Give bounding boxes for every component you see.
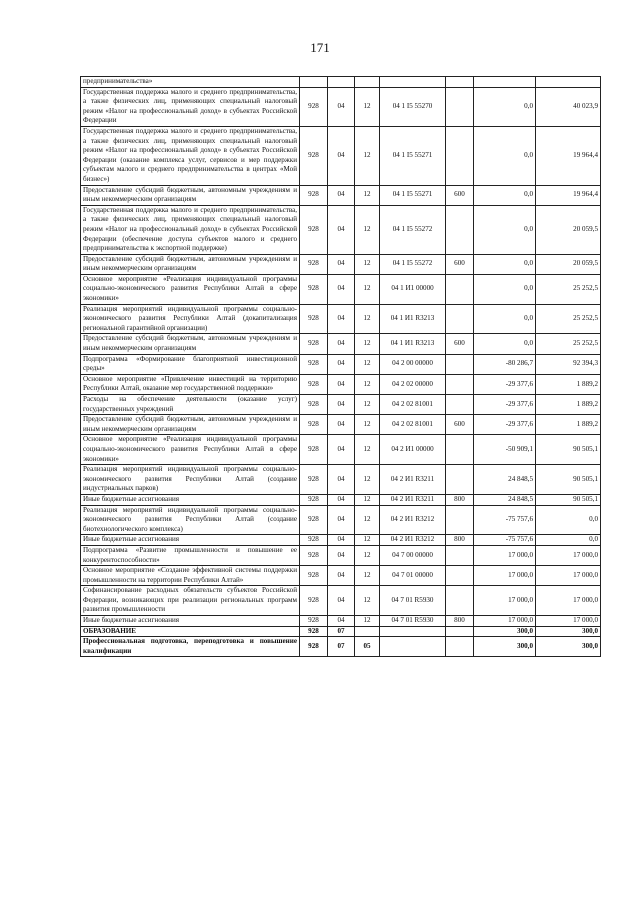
subsection-code: 12 — [355, 586, 380, 616]
admin-code: 928 — [300, 465, 328, 495]
budget-table — [80, 76, 601, 657]
expense-type-code — [446, 395, 474, 415]
subsection-code: 12 — [355, 566, 380, 586]
target-article-code: 04 2 И1 R3211 — [380, 494, 446, 505]
total-amount: 20 059,5 — [536, 254, 601, 274]
subsection-code: 12 — [355, 205, 380, 254]
expense-type-code — [446, 435, 474, 465]
admin-code: 928 — [300, 185, 328, 205]
section-code: 04 — [328, 304, 355, 334]
total-amount: 90 505,1 — [536, 494, 601, 505]
target-article-code: 04 2 02 81001 — [380, 395, 446, 415]
target-article-code: 04 2 И1 R3212 — [380, 505, 446, 535]
section-code: 04 — [328, 465, 355, 495]
expense-type-code — [446, 505, 474, 535]
target-article-code: 04 1 I5 55271 — [380, 126, 446, 185]
subsection-code: 12 — [355, 505, 380, 535]
table-row — [81, 304, 601, 334]
row-name: Предоставление субсидий бюджетным, автономным учреждениям и иным некоммерческим организациям — [81, 334, 300, 354]
section-code — [328, 77, 355, 88]
subsection-code: 12 — [355, 435, 380, 465]
expense-type-code — [446, 87, 474, 126]
section-code: 04 — [328, 616, 355, 627]
table-row — [81, 435, 601, 465]
subsection-code: 12 — [355, 535, 380, 546]
table-row — [81, 545, 601, 565]
admin-code: 928 — [300, 274, 328, 304]
row-name: предпринимательства» — [81, 77, 300, 88]
row-name: Государственная поддержка малого и среднего предпринимательства, а также физических лиц, применяющих специальный налоговый режим «Налог на профессиональный доход» в субъектах Российской Федерации (оказание комплекса услуг, сервисов и мер поддержки субъектам малого и среднего предпринимательства в центрах «Мой бизнес») — [81, 126, 300, 185]
row-name: Основное мероприятие «Реализация индивидуальной программы социально-экономического развития Республики Алтай в сфере экономики» — [81, 274, 300, 304]
admin-code: 928 — [300, 205, 328, 254]
subsection-code: 12 — [355, 274, 380, 304]
target-article-code: 04 2 И1 R3212 — [380, 535, 446, 546]
total-amount: 20 059,5 — [536, 205, 601, 254]
section-code: 04 — [328, 274, 355, 304]
admin-code: 928 — [300, 435, 328, 465]
target-article-code: 04 7 01 R5930 — [380, 616, 446, 627]
subsection-code: 12 — [355, 465, 380, 495]
row-name: Иные бюджетные ассигнования — [81, 616, 300, 627]
page-number: 171 — [310, 40, 330, 55]
expense-type-code — [446, 304, 474, 334]
target-article-code: 04 2 00 00000 — [380, 354, 446, 374]
target-article-code — [380, 626, 446, 637]
total-amount: 300,0 — [536, 637, 601, 657]
change-amount: 0,0 — [474, 334, 536, 354]
table-row — [81, 205, 601, 254]
table-row — [81, 505, 601, 535]
subsection-code: 12 — [355, 334, 380, 354]
expense-type-code — [446, 637, 474, 657]
admin-code: 928 — [300, 334, 328, 354]
change-amount: 24 848,5 — [474, 494, 536, 505]
target-article-code — [380, 637, 446, 657]
change-amount: 0,0 — [474, 185, 536, 205]
expense-type-code — [446, 274, 474, 304]
admin-code: 928 — [300, 535, 328, 546]
total-amount: 90 505,1 — [536, 465, 601, 495]
row-name: Софинансирование расходных обязательств субъектов Российской Федерации, возникающих при реализации региональных программ развития промышленности — [81, 586, 300, 616]
row-name: Государственная поддержка малого и среднего предпринимательства, а также физических лиц, применяющих специальный налоговый режим «Налог на профессиональный доход» в субъектах Российской Федерации (обеспечение доступа субъектов малого и среднего предпринимательства к экспортной поддержке) — [81, 205, 300, 254]
admin-code: 928 — [300, 354, 328, 374]
table-row — [81, 334, 601, 354]
section-code: 04 — [328, 354, 355, 374]
section-code: 04 — [328, 395, 355, 415]
row-name: Расходы на обеспечение деятельности (оказание услуг) государственных учреждений — [81, 395, 300, 415]
target-article-code: 04 1 И1 R3213 — [380, 304, 446, 334]
table-row — [81, 626, 601, 637]
section-code: 04 — [328, 494, 355, 505]
admin-code: 928 — [300, 494, 328, 505]
admin-code: 928 — [300, 395, 328, 415]
subsection-code — [355, 77, 380, 88]
total-amount: 17 000,0 — [536, 616, 601, 627]
subsection-code: 12 — [355, 395, 380, 415]
expense-type-code: 600 — [446, 185, 474, 205]
row-name: Иные бюджетные ассигнования — [81, 535, 300, 546]
subsection-code: 12 — [355, 87, 380, 126]
change-amount: -75 757,6 — [474, 505, 536, 535]
expense-type-code: 600 — [446, 415, 474, 435]
table-row — [81, 566, 601, 586]
section-code: 04 — [328, 205, 355, 254]
total-amount — [536, 77, 601, 88]
total-amount: 0,0 — [536, 505, 601, 535]
row-name: Реализация мероприятий индивидуальной программы социально-экономического развития Республики Алтай (докапитализация региональной гарантийной организации) — [81, 304, 300, 334]
expense-type-code: 600 — [446, 254, 474, 274]
admin-code: 928 — [300, 545, 328, 565]
admin-code: 928 — [300, 126, 328, 185]
subsection-code: 12 — [355, 354, 380, 374]
change-amount: -75 757,6 — [474, 535, 536, 546]
change-amount: 0,0 — [474, 87, 536, 126]
section-code: 04 — [328, 374, 355, 394]
target-article-code: 04 1 I5 55272 — [380, 254, 446, 274]
expense-type-code: 600 — [446, 334, 474, 354]
row-name: Предоставление субсидий бюджетным, автономным учреждениям и иным некоммерческим организациям — [81, 254, 300, 274]
row-name: Предоставление субсидий бюджетным, автономным учреждениям и иным некоммерческим организациям — [81, 185, 300, 205]
total-amount: 17 000,0 — [536, 586, 601, 616]
subsection-code: 12 — [355, 304, 380, 334]
admin-code: 928 — [300, 637, 328, 657]
subsection-code: 12 — [355, 494, 380, 505]
change-amount: 300,0 — [474, 626, 536, 637]
expense-type-code — [446, 205, 474, 254]
total-amount: 300,0 — [536, 626, 601, 637]
admin-code: 928 — [300, 304, 328, 334]
row-name: Предоставление субсидий бюджетным, автономным учреждениям и иным некоммерческим организациям — [81, 415, 300, 435]
target-article-code: 04 2 И1 00000 — [380, 435, 446, 465]
target-article-code: 04 1 I5 55271 — [380, 185, 446, 205]
row-name: Основное мероприятие «Реализация индивидуальной программы социально-экономического развития Республики Алтай в сфере экономики» — [81, 435, 300, 465]
expense-type-code — [446, 374, 474, 394]
table-row — [81, 637, 601, 657]
admin-code: 928 — [300, 586, 328, 616]
expense-type-code: 800 — [446, 535, 474, 546]
section-code: 04 — [328, 254, 355, 274]
change-amount: -29 377,6 — [474, 415, 536, 435]
expense-type-code — [446, 465, 474, 495]
section-code: 04 — [328, 334, 355, 354]
section-code: 04 — [328, 545, 355, 565]
row-name: Основное мероприятие «Привлечение инвестиций на территорию Республики Алтай, оказание мер государственной поддержки» — [81, 374, 300, 394]
admin-code: 928 — [300, 87, 328, 126]
table-row — [81, 616, 601, 627]
total-amount: 92 394,3 — [536, 354, 601, 374]
table-row — [81, 374, 601, 394]
admin-code: 928 — [300, 374, 328, 394]
target-article-code: 04 7 00 00000 — [380, 545, 446, 565]
subsection-code: 12 — [355, 126, 380, 185]
change-amount: 17 000,0 — [474, 566, 536, 586]
section-code: 07 — [328, 626, 355, 637]
table-row — [81, 465, 601, 495]
admin-code: 928 — [300, 415, 328, 435]
expense-type-code — [446, 77, 474, 88]
change-amount: 0,0 — [474, 254, 536, 274]
subsection-code: 12 — [355, 185, 380, 205]
section-code: 04 — [328, 505, 355, 535]
table-row — [81, 354, 601, 374]
table-row — [81, 494, 601, 505]
target-article-code: 04 1 И1 00000 — [380, 274, 446, 304]
row-name: Государственная поддержка малого и среднего предпринимательства, а также физических лиц, применяющих специальный налоговый режим «Налог на профессиональный доход» в субъектах Российской Федерации — [81, 87, 300, 126]
subsection-code — [355, 626, 380, 637]
admin-code: 928 — [300, 626, 328, 637]
row-name: Иные бюджетные ассигнования — [81, 494, 300, 505]
change-amount: 300,0 — [474, 637, 536, 657]
total-amount: 25 252,5 — [536, 304, 601, 334]
subsection-code: 12 — [355, 616, 380, 627]
total-amount: 19 964,4 — [536, 185, 601, 205]
total-amount: 17 000,0 — [536, 566, 601, 586]
table-row — [81, 274, 601, 304]
change-amount — [474, 77, 536, 88]
table-row — [81, 395, 601, 415]
admin-code: 928 — [300, 566, 328, 586]
target-article-code: 04 2 И1 R3211 — [380, 465, 446, 495]
change-amount: -80 286,7 — [474, 354, 536, 374]
change-amount: 17 000,0 — [474, 545, 536, 565]
row-name: Реализация мероприятий индивидуальной программы социально-экономического развития Республики Алтай (создание индустриальных парков) — [81, 465, 300, 495]
expense-type-code — [446, 586, 474, 616]
change-amount: -29 377,6 — [474, 395, 536, 415]
subsection-code: 12 — [355, 415, 380, 435]
total-amount: 25 252,5 — [536, 334, 601, 354]
expense-type-code — [446, 626, 474, 637]
row-name: Подпрограмма «Формирование благоприятной инвестиционной среды» — [81, 354, 300, 374]
row-name: Профессиональная подготовка, переподготовка и повышение квалификации — [81, 637, 300, 657]
subsection-code: 05 — [355, 637, 380, 657]
target-article-code: 04 7 01 00000 — [380, 566, 446, 586]
change-amount: -29 377,6 — [474, 374, 536, 394]
target-article-code: 04 2 02 81001 — [380, 415, 446, 435]
section-code: 04 — [328, 586, 355, 616]
target-article-code — [380, 77, 446, 88]
change-amount: 0,0 — [474, 304, 536, 334]
section-code: 04 — [328, 415, 355, 435]
section-code: 04 — [328, 126, 355, 185]
row-name: Реализация мероприятий индивидуальной программы социально-экономического развития Республики Алтай (создание биотехнологического комплекса) — [81, 505, 300, 535]
target-article-code: 04 2 02 00000 — [380, 374, 446, 394]
expense-type-code — [446, 126, 474, 185]
subsection-code: 12 — [355, 374, 380, 394]
change-amount: 0,0 — [474, 205, 536, 254]
change-amount: -50 909,1 — [474, 435, 536, 465]
table-row — [81, 254, 601, 274]
total-amount: 40 023,9 — [536, 87, 601, 126]
total-amount: 17 000,0 — [536, 545, 601, 565]
change-amount: 0,0 — [474, 126, 536, 185]
expense-type-code — [446, 566, 474, 586]
target-article-code: 04 1 I5 55270 — [380, 87, 446, 126]
total-amount: 0,0 — [536, 535, 601, 546]
table-row — [81, 77, 601, 88]
admin-code: 928 — [300, 254, 328, 274]
row-name: ОБРАЗОВАНИЕ — [81, 626, 300, 637]
table-row — [81, 126, 601, 185]
section-code: 04 — [328, 435, 355, 465]
total-amount: 1 889,2 — [536, 415, 601, 435]
admin-code: 928 — [300, 616, 328, 627]
admin-code: 928 — [300, 505, 328, 535]
expense-type-code — [446, 545, 474, 565]
total-amount: 1 889,2 — [536, 374, 601, 394]
section-code: 04 — [328, 566, 355, 586]
target-article-code: 04 1 I5 55272 — [380, 205, 446, 254]
table-row — [81, 415, 601, 435]
total-amount: 19 964,4 — [536, 126, 601, 185]
expense-type-code — [446, 354, 474, 374]
table-row — [81, 87, 601, 126]
total-amount: 90 505,1 — [536, 435, 601, 465]
section-code: 04 — [328, 87, 355, 126]
table-row — [81, 185, 601, 205]
target-article-code: 04 1 И1 R3213 — [380, 334, 446, 354]
table-row — [81, 535, 601, 546]
change-amount: 17 000,0 — [474, 586, 536, 616]
subsection-code: 12 — [355, 545, 380, 565]
total-amount: 25 252,5 — [536, 274, 601, 304]
section-code: 07 — [328, 637, 355, 657]
row-name: Основное мероприятие «Создание эффективной системы поддержки промышленности на территории Республики Алтай» — [81, 566, 300, 586]
change-amount: 17 000,0 — [474, 616, 536, 627]
subsection-code: 12 — [355, 254, 380, 274]
change-amount: 0,0 — [474, 274, 536, 304]
target-article-code: 04 7 01 R5930 — [380, 586, 446, 616]
expense-type-code: 800 — [446, 494, 474, 505]
admin-code — [300, 77, 328, 88]
expense-type-code: 800 — [446, 616, 474, 627]
change-amount: 24 848,5 — [474, 465, 536, 495]
table-row — [81, 586, 601, 616]
section-code: 04 — [328, 535, 355, 546]
row-name: Подпрограмма «Развитие промышленности и повышение ее конкурентоспособности» — [81, 545, 300, 565]
total-amount: 1 889,2 — [536, 395, 601, 415]
section-code: 04 — [328, 185, 355, 205]
